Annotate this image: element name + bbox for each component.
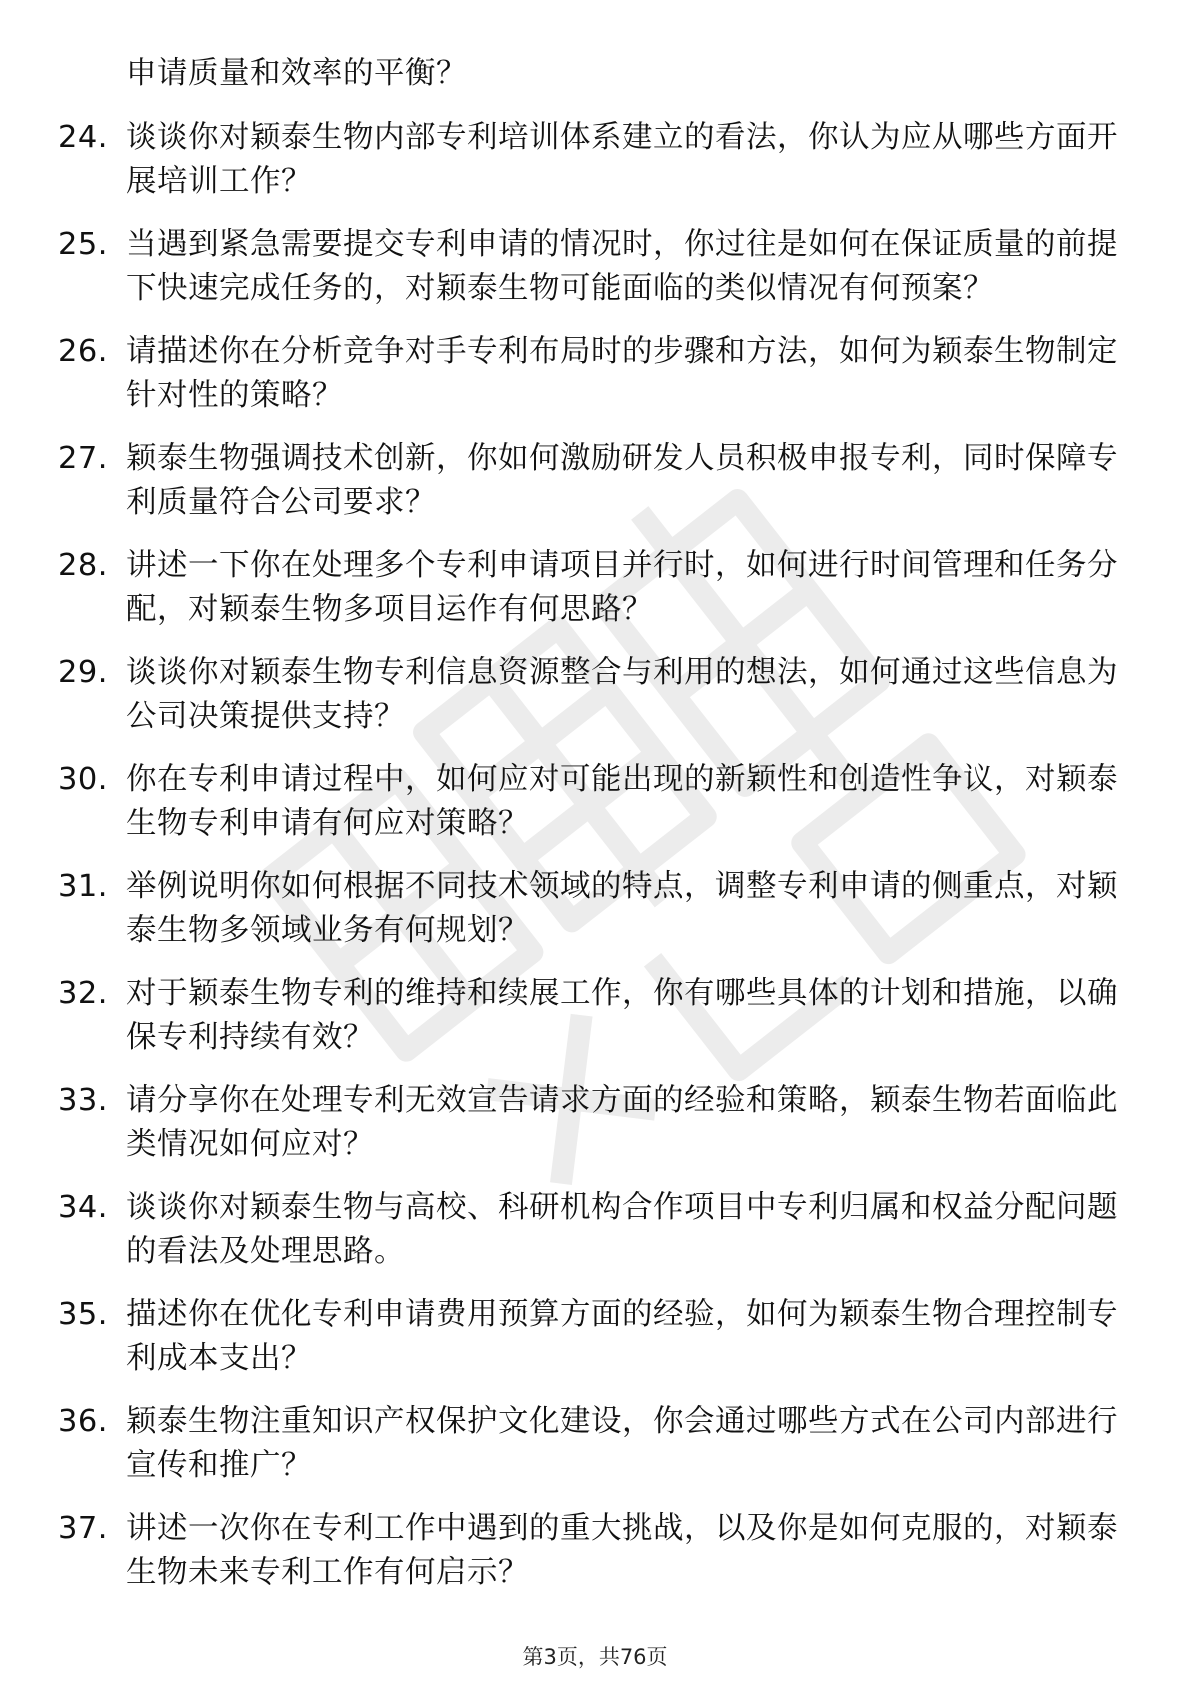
question-number: 31. bbox=[58, 869, 109, 904]
question-text: 请分享你在处理专利无效宣告请求方面的经验和策略，颖泰生物若面临此类情况如何应对？ bbox=[126, 1083, 1118, 1162]
question-item bbox=[58, 1079, 1118, 1167]
question-item bbox=[58, 1293, 1118, 1381]
question-text: 你在专利申请过程中，如何应对可能出现的新颖性和创造性争议，对颖泰生物专利申请有何应对策略？ bbox=[126, 762, 1118, 841]
question-item bbox=[58, 865, 1118, 953]
question-number: 25. bbox=[58, 227, 109, 262]
question-item bbox=[58, 758, 1118, 846]
question-text: 讲述一下你在处理多个专利申请项目并行时，如何进行时间管理和任务分配，对颖泰生物多项目运作有何思路？ bbox=[126, 548, 1118, 627]
question-item bbox=[58, 1400, 1118, 1488]
question-text: 谈谈你对颖泰生物内部专利培训体系建立的看法，你认为应从哪些方面开展培训工作？ bbox=[126, 120, 1118, 199]
question-text: 颖泰生物强调技术创新，你如何激励研发人员积极申报专利，同时保障专利质量符合公司要求？ bbox=[126, 441, 1118, 520]
document-body bbox=[58, 52, 1118, 1614]
question-item bbox=[58, 1507, 1118, 1595]
question-number: 30. bbox=[58, 762, 109, 797]
question-number: 32. bbox=[58, 976, 109, 1011]
question-item bbox=[58, 223, 1118, 311]
question-item bbox=[58, 651, 1118, 739]
question-number: 37. bbox=[58, 1511, 109, 1546]
question-number: 34. bbox=[58, 1190, 109, 1225]
question-text: 讲述一次你在专利工作中遇到的重大挑战，以及你是如何克服的，对颖泰生物未来专利工作有何启示？ bbox=[126, 1511, 1118, 1590]
question-number: 26. bbox=[58, 334, 109, 369]
question-item bbox=[58, 437, 1118, 525]
question-number: 29. bbox=[58, 655, 109, 690]
question-item bbox=[58, 1186, 1118, 1274]
continued-question-text: 申请质量和效率的平衡？ bbox=[126, 56, 467, 91]
question-item bbox=[58, 116, 1118, 204]
question-text: 颖泰生物注重知识产权保护文化建设，你会通过哪些方式在公司内部进行宣传和推广？ bbox=[126, 1404, 1118, 1483]
question-text: 举例说明你如何根据不同技术领域的特点，调整专利申请的侧重点，对颖泰生物多领域业务有何规划？ bbox=[126, 869, 1118, 948]
question-text: 谈谈你对颖泰生物与高校、科研机构合作项目中专利归属和权益分配问题的看法及处理思路。 bbox=[126, 1190, 1118, 1269]
question-text: 对于颖泰生物专利的维持和续展工作，你有哪些具体的计划和措施，以确保专利持续有效？ bbox=[126, 976, 1118, 1055]
question-item bbox=[58, 544, 1118, 632]
question-list bbox=[58, 116, 1118, 1595]
question-number: 33. bbox=[58, 1083, 109, 1118]
page-footer: 第3页，共76页 bbox=[522, 1645, 668, 1669]
question-text: 请描述你在分析竞争对手专利布局时的步骤和方法，如何为颖泰生物制定针对性的策略？ bbox=[126, 334, 1118, 413]
question-number: 27. bbox=[58, 441, 109, 476]
question-text: 描述你在优化专利申请费用预算方面的经验，如何为颖泰生物合理控制专利成本支出？ bbox=[126, 1297, 1118, 1376]
question-item bbox=[58, 330, 1118, 418]
question-text: 当遇到紧急需要提交专利申请的情况时，你过往是如何在保证质量的前提下快速完成任务的，对颖泰生物可能面临的类似情况有何预案？ bbox=[126, 227, 1118, 306]
question-number: 24. bbox=[58, 120, 109, 155]
question-number: 35. bbox=[58, 1297, 109, 1332]
question-number: 36. bbox=[58, 1404, 109, 1439]
question-number: 28. bbox=[58, 548, 109, 583]
question-text: 谈谈你对颖泰生物专利信息资源整合与利用的想法，如何通过这些信息为公司决策提供支持？ bbox=[126, 655, 1118, 734]
question-item bbox=[58, 972, 1118, 1060]
